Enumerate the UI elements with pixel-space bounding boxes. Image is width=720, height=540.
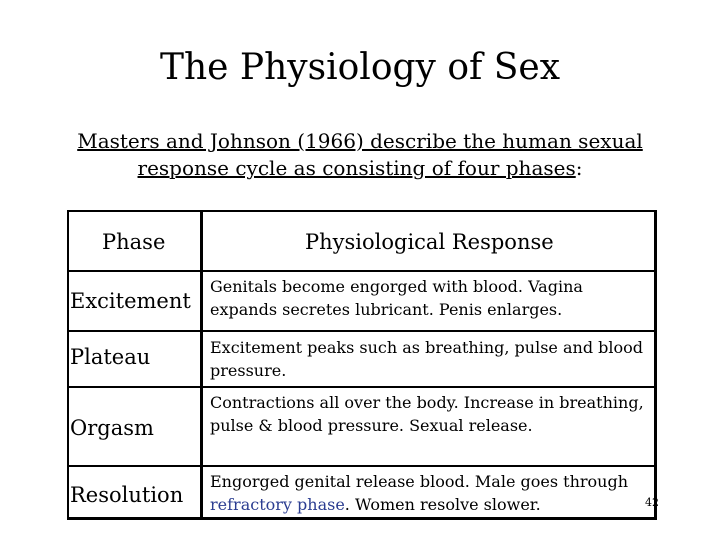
page-title: The Physiology of Sex <box>159 47 561 88</box>
header-phase: Phase <box>102 230 166 254</box>
phase-resolution: Resolution <box>70 483 184 507</box>
page-number: 42 <box>645 496 659 509</box>
response-plateau: Excitement peaks such as breathing, pulse and blood pressure. <box>210 338 644 380</box>
intro-text <box>40 128 680 182</box>
refractory-phase-highlight: refractory phase <box>210 495 345 514</box>
header-physiological-response: Physiological Response <box>305 230 554 254</box>
table-row-divider <box>67 386 657 388</box>
phase-excitement: Excitement <box>70 289 191 313</box>
response-resolution <box>210 470 655 516</box>
table-row-divider <box>67 465 657 467</box>
phase-plateau: Plateau <box>70 345 151 369</box>
phase-orgasm: Orgasm <box>70 416 154 440</box>
table-column-divider <box>200 210 203 520</box>
response-resolution-text: Engorged genital release blood. Male goes through <box>210 472 628 491</box>
intro-underlined-text: Masters and Johnson (1966) describe the human sexual response cycle as consisting of four phases <box>77 129 643 180</box>
table-row-divider <box>67 330 657 332</box>
response-orgasm: Contractions all over the body. Increase in breathing, pulse & blood pressure. Sexual release. <box>210 393 644 435</box>
table-row-divider <box>67 270 657 272</box>
response-excitement: Genitals become engorged with blood. Vagina expands secretes lubricant. Penis enlarges. <box>210 277 583 319</box>
response-resolution-end: . Women resolve slower. <box>344 495 541 514</box>
intro-colon: : <box>575 156 583 180</box>
